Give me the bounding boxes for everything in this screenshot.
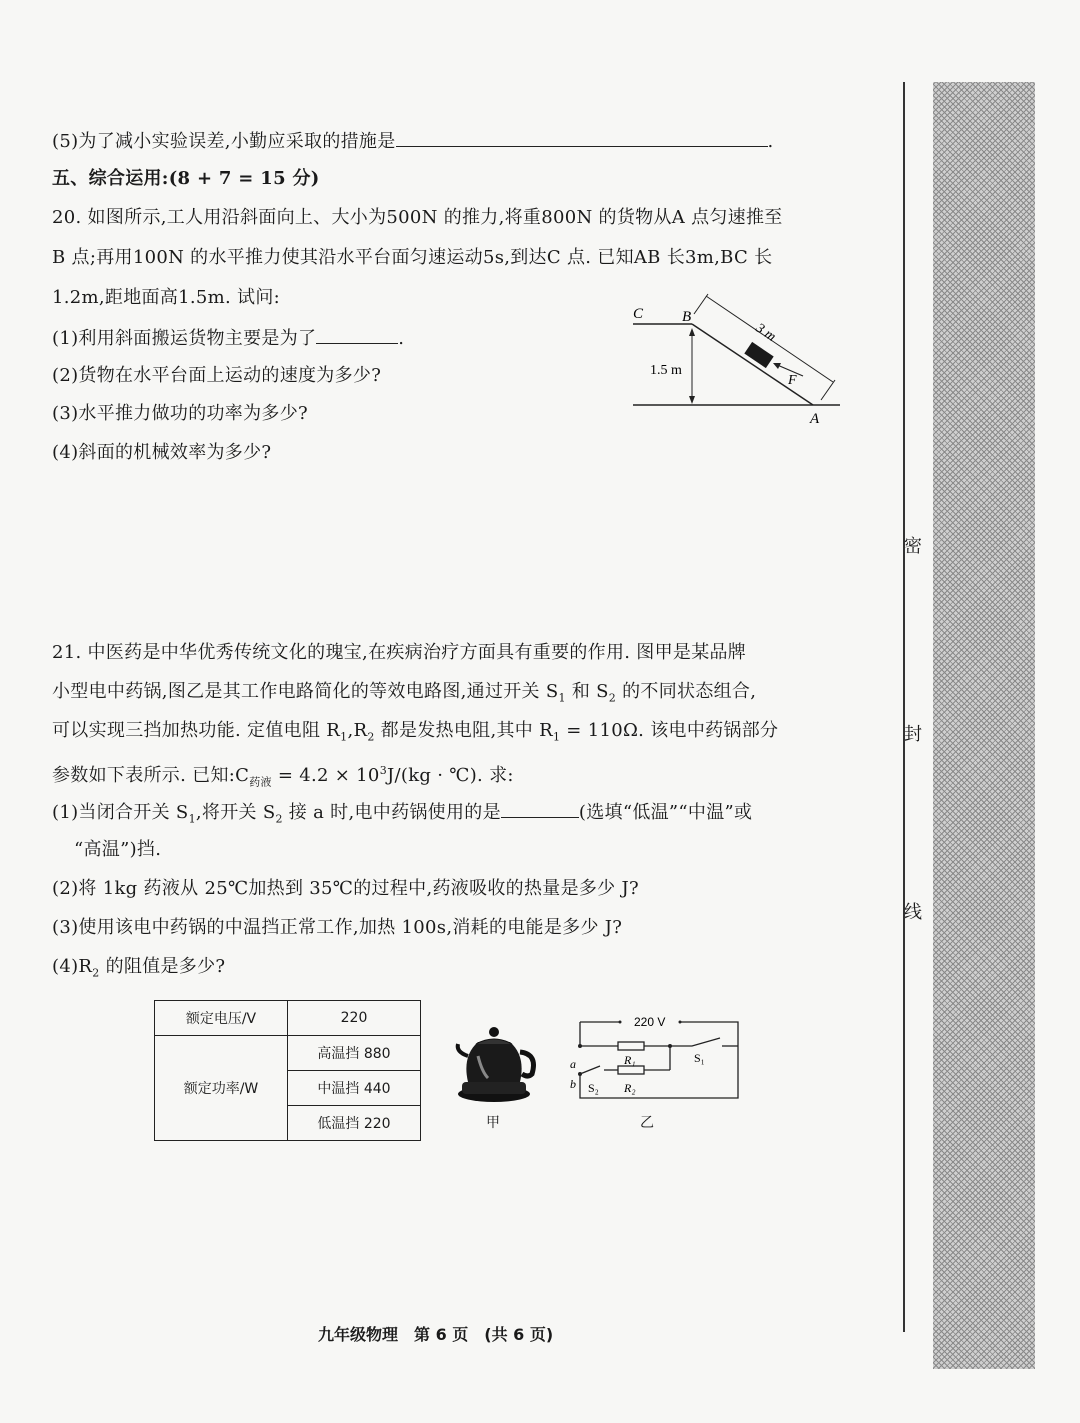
label-B: B bbox=[682, 309, 692, 325]
q21-part2: (2)将 1kg 药液从 25℃加热到 35℃的过程中,药液吸收的热量是多少 J? bbox=[52, 878, 639, 899]
herbal-pot-image bbox=[452, 1016, 542, 1106]
power-mid: 中温挡 440 bbox=[288, 1071, 421, 1106]
seal-char-xian: 线 bbox=[904, 902, 922, 923]
section-title: 五、综合运用:(8 + 7 = 15 分) bbox=[52, 168, 320, 189]
q21-part1-cont: “高温”)挡. bbox=[74, 839, 162, 860]
figure-yi-caption: 乙 bbox=[640, 1115, 654, 1131]
label-R2: R₂ bbox=[624, 1081, 636, 1095]
power-high: 高温挡 880 bbox=[288, 1036, 421, 1071]
answer-blank[interactable] bbox=[501, 799, 579, 818]
label-height: 1.5 m bbox=[650, 363, 682, 378]
parameter-table bbox=[154, 1000, 421, 1141]
label-S1: S₁ bbox=[694, 1051, 705, 1065]
page-footer: 九年级物理 第 6 页 (共 6 页) bbox=[318, 1325, 554, 1344]
resistor-R1 bbox=[618, 1042, 644, 1050]
q21-part4: $(4)R_2$ 的阻值是多少? bbox=[52, 956, 226, 980]
q21-part3: (3)使用该电中药锅的中温挡正常工作,加热 100s,消耗的电能是多少 J? bbox=[52, 917, 623, 938]
label-C: C bbox=[633, 306, 644, 322]
figure-jia-caption: 甲 bbox=[486, 1115, 500, 1131]
incline-diagram bbox=[628, 290, 848, 430]
q21-part1: (1)当闭合开关 $S_1$,将开关 $S_2$ 接 a 时,电中药锅使用的是 (选填“低温”“中温”或 bbox=[52, 799, 752, 832]
label-a: a bbox=[570, 1057, 576, 1071]
q20-part3: (3)水平推力做功的功率为多少? bbox=[52, 403, 308, 424]
seal-char-mi: 密 bbox=[904, 536, 922, 557]
label-voltage: 220 V bbox=[634, 1015, 666, 1029]
q20-part2: (2)货物在水平台面上运动的速度为多少? bbox=[52, 365, 382, 386]
q21-line1: 21. 中医药是中华优秀传统文化的瑰宝,在疾病治疗方面具有重要的作用. 图甲是某品牌 bbox=[52, 642, 747, 663]
cargo-box bbox=[744, 342, 773, 368]
voltage-value: 220 bbox=[288, 1001, 421, 1036]
label-S2: S₂ bbox=[588, 1081, 599, 1095]
binding-margin-line bbox=[903, 82, 905, 1332]
q19-item5: (5)为了减小实验误差,小勤应采取的措施是 . bbox=[52, 128, 774, 154]
q21-line4: 参数如下表所示. 已知$:C_{药液} = 4.2 \times 10^3J/(kg$ · ℃). 求: bbox=[52, 764, 514, 789]
answer-blank[interactable] bbox=[316, 325, 398, 344]
q20-part4: (4)斜面的机械效率为多少? bbox=[52, 442, 272, 463]
binding-hatch-strip bbox=[933, 82, 1035, 1369]
q20-line2: B 点;再用100N 的水平推力使其沿水平台面匀速运动5s,到达C 点. 已知AB 长3m,BC 长 bbox=[52, 247, 773, 268]
q20-line3: 1.2m,距地面高1.5m. 试问: bbox=[52, 287, 281, 308]
q21-line3: 可以实现三挡加热功能. 定值电阻 $R_1,R_2$ 都是发热电阻,其中 $R_1 = 110\Omega$. 该电中药锅部分 bbox=[52, 720, 779, 744]
resistor-R2 bbox=[618, 1066, 644, 1074]
label-b: b bbox=[570, 1077, 576, 1091]
voltage-label: 额定电压/V bbox=[155, 1001, 288, 1036]
power-low: 低温挡 220 bbox=[288, 1106, 421, 1141]
q21-line2: 小型电中药锅,图乙是其工作电路简化的等效电路图,通过开关 $S_1$ 和 $S_2$ 的不同状态组合, bbox=[52, 681, 757, 705]
q20-line1: 20. 如图所示,工人用沿斜面向上、大小为500N 的推力,将重800N 的货物从A 点匀速推至 bbox=[52, 207, 783, 228]
power-label: 额定功率/W bbox=[155, 1036, 288, 1141]
label-R1: R₁ bbox=[624, 1053, 636, 1067]
label-length: 3 m bbox=[752, 320, 779, 345]
label-A: A bbox=[810, 411, 820, 427]
circuit-diagram bbox=[560, 1010, 750, 1110]
q20-part1: (1)利用斜面搬运货物主要是为了 . bbox=[52, 325, 404, 351]
label-F: F bbox=[788, 373, 797, 388]
seal-char-feng: 封 bbox=[904, 724, 922, 745]
answer-blank[interactable] bbox=[396, 128, 768, 147]
